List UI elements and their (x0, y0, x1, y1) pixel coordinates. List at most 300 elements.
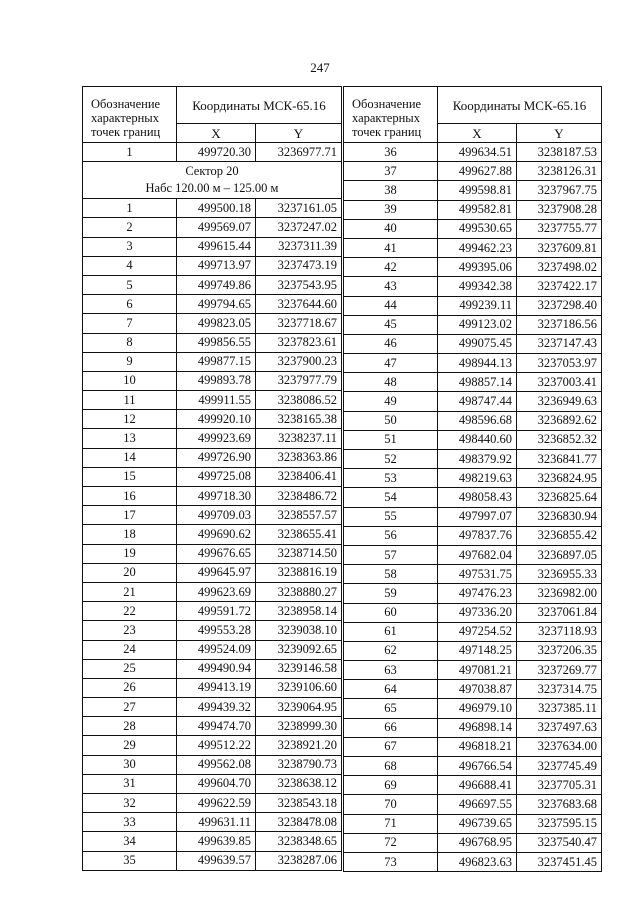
coordinate-y: 3236982.00 (517, 584, 602, 603)
coordinate-x: 499634.51 (438, 143, 517, 162)
coordinate-x: 499823.05 (177, 314, 256, 333)
point-number: 23 (83, 621, 177, 640)
coordinate-y: 3237498.02 (517, 258, 602, 277)
coordinate-x: 499615.44 (177, 237, 256, 256)
coordinate-y: 3237543.95 (256, 275, 342, 294)
coordinate-y: 3237967.75 (517, 181, 602, 200)
coordinate-y: 3239038.10 (256, 621, 342, 640)
point-number: 50 (344, 411, 438, 430)
point-number: 67 (344, 737, 438, 756)
table-row (344, 162, 602, 181)
point-number: 69 (344, 776, 438, 795)
coordinate-x: 499524.09 (177, 640, 256, 659)
table-row (344, 277, 602, 296)
point-number: 20 (83, 563, 177, 582)
coordinate-y: 3239064.95 (256, 698, 342, 717)
coordinate-x: 497682.04 (438, 545, 517, 564)
coordinate-x: 499645.97 (177, 563, 256, 582)
table-row (344, 296, 602, 315)
point-number: 52 (344, 450, 438, 469)
point-number: 36 (344, 143, 438, 162)
table-row (83, 429, 342, 448)
table-row (83, 774, 342, 793)
coordinate-y: 3238816.19 (256, 563, 342, 582)
point-number: 11 (83, 391, 177, 410)
coordinate-y: 3238638.12 (256, 774, 342, 793)
point-number: 72 (344, 833, 438, 852)
point-number: 59 (344, 584, 438, 603)
table-row (344, 315, 602, 334)
point-number: 28 (83, 717, 177, 736)
point-number: 3 (83, 237, 177, 256)
table-row (344, 488, 602, 507)
table-row (344, 565, 602, 584)
table-row (83, 410, 342, 429)
point-designation-header: Обозначение характерных точек границ (344, 87, 438, 143)
coordinate-y: 3238348.65 (256, 832, 342, 851)
coordinate-x: 499720.30 (177, 143, 256, 162)
point-number: 19 (83, 544, 177, 563)
x-axis-header: X (177, 124, 256, 143)
table-row (83, 794, 342, 813)
coordinate-y: 3238086.52 (256, 391, 342, 410)
point-number: 2 (83, 218, 177, 237)
coordinate-x: 499713.97 (177, 256, 256, 275)
table-header-row (344, 87, 602, 124)
table-row (344, 392, 602, 411)
point-number: 64 (344, 680, 438, 699)
table-row (83, 640, 342, 659)
coordinate-y: 3237003.41 (517, 373, 602, 392)
coordinate-y: 3236825.64 (517, 488, 602, 507)
table-row (344, 776, 602, 795)
coordinate-y: 3239146.58 (256, 659, 342, 678)
table-row (83, 256, 342, 275)
table-row (83, 832, 342, 851)
coordinate-y: 3239092.65 (256, 640, 342, 659)
coordinate-x: 497531.75 (438, 565, 517, 584)
coordinate-x: 499718.30 (177, 487, 256, 506)
coordinate-y: 3236852.32 (517, 430, 602, 449)
sector-height-range: Набс 120.00 м – 125.00 м (145, 181, 279, 196)
coordinate-x: 499622.59 (177, 794, 256, 813)
coordinate-x: 498944.13 (438, 354, 517, 373)
point-number: 12 (83, 410, 177, 429)
point-number: 21 (83, 582, 177, 601)
coordinate-x: 496766.54 (438, 757, 517, 776)
coordinate-y: 3236855.42 (517, 526, 602, 545)
point-number: 66 (344, 718, 438, 737)
point-number: 24 (83, 640, 177, 659)
coordinate-y: 3238655.41 (256, 525, 342, 544)
point-number: 34 (83, 832, 177, 851)
coordinate-y: 3238999.30 (256, 717, 342, 736)
table-row (344, 181, 602, 200)
coordinate-x: 496768.95 (438, 833, 517, 852)
table-row (83, 143, 342, 162)
table-row (344, 334, 602, 353)
coordinate-x: 497837.76 (438, 526, 517, 545)
coordinate-x: 499639.85 (177, 832, 256, 851)
table-row (83, 678, 342, 697)
coordinate-y: 3237206.35 (517, 641, 602, 660)
coordinate-y: 3237644.60 (256, 295, 342, 314)
table-row (344, 354, 602, 373)
point-number: 9 (83, 352, 177, 371)
coordinate-y: 3236824.95 (517, 469, 602, 488)
table-header-row (83, 87, 342, 124)
coordinate-y: 3237269.77 (517, 661, 602, 680)
point-number: 39 (344, 200, 438, 219)
coordinate-y: 3237147.43 (517, 334, 602, 353)
coordinate-x: 498219.63 (438, 469, 517, 488)
coordinate-x: 498379.92 (438, 450, 517, 469)
coordinate-x: 499462.23 (438, 238, 517, 257)
table-row (344, 411, 602, 430)
point-number: 46 (344, 334, 438, 353)
coordinate-y: 3238187.53 (517, 143, 602, 162)
coordinate-x: 498857.14 (438, 373, 517, 392)
point-number: 32 (83, 794, 177, 813)
coordinate-x: 499413.19 (177, 678, 256, 697)
coordinate-y: 3238543.18 (256, 794, 342, 813)
coordinate-y: 3238714.50 (256, 544, 342, 563)
point-number: 62 (344, 641, 438, 660)
table-row (344, 545, 602, 564)
coordinate-x: 499676.65 (177, 544, 256, 563)
coordinate-y: 3237422.17 (517, 277, 602, 296)
coordinate-x: 499709.03 (177, 506, 256, 525)
table-row (344, 757, 602, 776)
table-row (83, 237, 342, 256)
table-row (83, 448, 342, 467)
point-number: 71 (344, 814, 438, 833)
coordinate-x: 499512.22 (177, 736, 256, 755)
coordinate-x: 499342.38 (438, 277, 517, 296)
point-number: 35 (83, 851, 177, 870)
table-row (83, 813, 342, 832)
point-number: 45 (344, 315, 438, 334)
coordinate-y: 3237540.47 (517, 833, 602, 852)
coordinate-x: 497038.87 (438, 680, 517, 699)
point-number: 4 (83, 256, 177, 275)
point-number: 48 (344, 373, 438, 392)
coordinate-x: 497081.21 (438, 661, 517, 680)
table-row (83, 602, 342, 621)
table-row (344, 833, 602, 852)
coordinate-x: 496739.65 (438, 814, 517, 833)
table-row (344, 737, 602, 756)
coordinate-y: 3236977.71 (256, 143, 342, 162)
coordinate-y: 3238237.11 (256, 429, 342, 448)
point-number: 22 (83, 602, 177, 621)
table-row (344, 238, 602, 257)
coordinate-y: 3237298.40 (517, 296, 602, 315)
coordinate-x: 499598.81 (438, 181, 517, 200)
coordinate-x: 499794.65 (177, 295, 256, 314)
coordinate-x: 499893.78 (177, 371, 256, 390)
point-number: 54 (344, 488, 438, 507)
point-number: 38 (344, 181, 438, 200)
table-row (83, 391, 342, 410)
coordinate-y: 3237118.93 (517, 622, 602, 641)
table-row (83, 275, 342, 294)
point-number: 25 (83, 659, 177, 678)
coordinate-y: 3238363.86 (256, 448, 342, 467)
coordinate-y: 3237908.28 (517, 200, 602, 219)
coordinate-x: 499553.28 (177, 621, 256, 640)
table-row (344, 680, 602, 699)
point-number: 6 (83, 295, 177, 314)
coordinate-y: 3237161.05 (256, 199, 342, 218)
table-row (344, 200, 602, 219)
table-row (344, 699, 602, 718)
coordinate-y: 3237683.68 (517, 795, 602, 814)
coordinate-y: 3237314.75 (517, 680, 602, 699)
coordinate-y: 3239106.60 (256, 678, 342, 697)
point-number: 68 (344, 757, 438, 776)
point-number: 37 (344, 162, 438, 181)
coordinate-x: 498747.44 (438, 392, 517, 411)
coordinate-y: 3237053.97 (517, 354, 602, 373)
coordinate-x: 498058.43 (438, 488, 517, 507)
point-number: 33 (83, 813, 177, 832)
coordinate-x: 499726.90 (177, 448, 256, 467)
coordinates-system-header: Координаты МСК-65.16 (438, 87, 602, 124)
table-row (83, 621, 342, 640)
point-number: 70 (344, 795, 438, 814)
coordinate-x: 499123.02 (438, 315, 517, 334)
coordinate-y: 3238478.08 (256, 813, 342, 832)
table-row (83, 659, 342, 678)
point-number: 29 (83, 736, 177, 755)
table-row (344, 852, 602, 871)
coordinate-y: 3238921.20 (256, 736, 342, 755)
point-number: 30 (83, 755, 177, 774)
table-row (83, 295, 342, 314)
coordinates-table-right (343, 86, 602, 872)
coordinate-y: 3236949.63 (517, 392, 602, 411)
coordinate-x: 496688.41 (438, 776, 517, 795)
x-axis-header: X (438, 124, 517, 143)
coordinate-x: 496823.63 (438, 852, 517, 871)
point-number: 58 (344, 565, 438, 584)
table-row (83, 314, 342, 333)
table-row (344, 469, 602, 488)
table-row (83, 352, 342, 371)
point-number: 55 (344, 507, 438, 526)
table-row (344, 143, 602, 162)
table-row (344, 373, 602, 392)
coordinate-x: 499627.88 (438, 162, 517, 181)
coordinate-x: 496979.10 (438, 699, 517, 718)
coordinate-x: 499239.11 (438, 296, 517, 315)
coordinate-y: 3238557.57 (256, 506, 342, 525)
coordinate-y: 3237595.15 (517, 814, 602, 833)
coordinate-y: 3238165.38 (256, 410, 342, 429)
point-number: 1 (83, 199, 177, 218)
coordinate-x: 499623.69 (177, 582, 256, 601)
coordinate-x: 499639.57 (177, 851, 256, 870)
table-row (344, 430, 602, 449)
table-row (344, 526, 602, 545)
table-row (344, 507, 602, 526)
table-row (344, 661, 602, 680)
point-number: 26 (83, 678, 177, 697)
coordinate-x: 499562.08 (177, 755, 256, 774)
table-row (83, 371, 342, 390)
sector-row (83, 162, 342, 199)
coordinate-y: 3237473.19 (256, 256, 342, 275)
coordinate-x: 498596.68 (438, 411, 517, 430)
coordinate-x: 499749.86 (177, 275, 256, 294)
coordinate-x: 498440.60 (438, 430, 517, 449)
coordinate-y: 3236841.77 (517, 450, 602, 469)
coordinate-x: 499725.08 (177, 467, 256, 486)
point-number: 13 (83, 429, 177, 448)
coordinate-x: 499856.55 (177, 333, 256, 352)
point-number: 57 (344, 545, 438, 564)
coordinate-x: 499877.15 (177, 352, 256, 371)
coordinate-x: 499690.62 (177, 525, 256, 544)
coordinate-x: 499923.69 (177, 429, 256, 448)
table-row (83, 851, 342, 870)
coordinate-x: 499582.81 (438, 200, 517, 219)
point-number: 14 (83, 448, 177, 467)
point-number: 51 (344, 430, 438, 449)
table-row (344, 258, 602, 277)
coordinate-y: 3237609.81 (517, 238, 602, 257)
point-number: 8 (83, 333, 177, 352)
table-row (83, 525, 342, 544)
coordinate-x: 499500.18 (177, 199, 256, 218)
point-number: 10 (83, 371, 177, 390)
table-row (344, 219, 602, 238)
point-number: 5 (83, 275, 177, 294)
table-row (83, 582, 342, 601)
coordinate-y: 3236955.33 (517, 565, 602, 584)
table-row (344, 641, 602, 660)
point-number: 56 (344, 526, 438, 545)
point-number: 44 (344, 296, 438, 315)
coordinate-x: 496818.21 (438, 737, 517, 756)
coordinate-x: 499604.70 (177, 774, 256, 793)
table-row (83, 755, 342, 774)
table-row (83, 563, 342, 582)
table-row (83, 698, 342, 717)
coordinate-x: 497476.23 (438, 584, 517, 603)
table-row (83, 506, 342, 525)
point-number: 65 (344, 699, 438, 718)
point-number: 15 (83, 467, 177, 486)
coordinate-y: 3237311.39 (256, 237, 342, 256)
point-number: 42 (344, 258, 438, 277)
point-number: 63 (344, 661, 438, 680)
sector-heading (83, 162, 342, 199)
page-number: 247 (310, 60, 330, 75)
coordinate-x: 499920.10 (177, 410, 256, 429)
coordinate-y: 3237451.45 (517, 852, 602, 871)
coordinate-y: 3238406.41 (256, 467, 342, 486)
table-row (344, 603, 602, 622)
coordinate-y: 3237823.61 (256, 333, 342, 352)
point-number: 60 (344, 603, 438, 622)
point-number: 61 (344, 622, 438, 641)
table-row (344, 814, 602, 833)
table-row (344, 584, 602, 603)
coordinate-y: 3236897.05 (517, 545, 602, 564)
coordinate-x: 497997.07 (438, 507, 517, 526)
coordinate-y: 3238790.73 (256, 755, 342, 774)
table-row (344, 718, 602, 737)
coordinate-x: 499530.65 (438, 219, 517, 238)
coordinate-x: 499631.11 (177, 813, 256, 832)
coordinate-y: 3237705.31 (517, 776, 602, 795)
table-row (344, 795, 602, 814)
table-row (344, 622, 602, 641)
coordinate-y: 3237497.63 (517, 718, 602, 737)
point-number: 16 (83, 487, 177, 506)
coordinate-y: 3237718.67 (256, 314, 342, 333)
table-row (83, 467, 342, 486)
coordinate-x: 499474.70 (177, 717, 256, 736)
point-number: 49 (344, 392, 438, 411)
table-row (83, 199, 342, 218)
coordinate-x: 497336.20 (438, 603, 517, 622)
point-number: 17 (83, 506, 177, 525)
coordinates-table-left (82, 86, 342, 871)
coordinate-y: 3238880.27 (256, 582, 342, 601)
coordinate-x: 499569.07 (177, 218, 256, 237)
coordinate-x: 499395.06 (438, 258, 517, 277)
coordinate-x: 497254.52 (438, 622, 517, 641)
point-designation-header: Обозначение характерных точек границ (83, 87, 177, 143)
coordinate-x: 496697.55 (438, 795, 517, 814)
table-row (83, 333, 342, 352)
y-axis-header: Y (256, 124, 342, 143)
coordinate-x: 499911.55 (177, 391, 256, 410)
coordinate-y: 3237061.84 (517, 603, 602, 622)
coordinate-y: 3237755.77 (517, 219, 602, 238)
coordinate-x: 497148.25 (438, 641, 517, 660)
point-number: 27 (83, 698, 177, 717)
point-number: 18 (83, 525, 177, 544)
coordinates-system-header: Координаты МСК-65.16 (177, 87, 342, 124)
coordinate-y: 3237745.49 (517, 757, 602, 776)
coordinate-y: 3238486.72 (256, 487, 342, 506)
point-number: 73 (344, 852, 438, 871)
coordinate-x: 499439.32 (177, 698, 256, 717)
coordinate-y: 3238958.14 (256, 602, 342, 621)
coordinate-y: 3237900.23 (256, 352, 342, 371)
point-number: 53 (344, 469, 438, 488)
y-axis-header: Y (517, 124, 602, 143)
point-number: 7 (83, 314, 177, 333)
coordinate-y: 3236892.62 (517, 411, 602, 430)
point-number: 1 (83, 143, 177, 162)
table-row (83, 544, 342, 563)
point-number: 47 (344, 354, 438, 373)
coordinate-y: 3238287.06 (256, 851, 342, 870)
point-number: 31 (83, 774, 177, 793)
point-number: 43 (344, 277, 438, 296)
coordinate-y: 3237634.00 (517, 737, 602, 756)
coordinate-y: 3238126.31 (517, 162, 602, 181)
coordinate-y: 3237186.56 (517, 315, 602, 334)
coordinate-x: 499490.94 (177, 659, 256, 678)
table-row (344, 450, 602, 469)
coordinate-y: 3237385.11 (517, 699, 602, 718)
